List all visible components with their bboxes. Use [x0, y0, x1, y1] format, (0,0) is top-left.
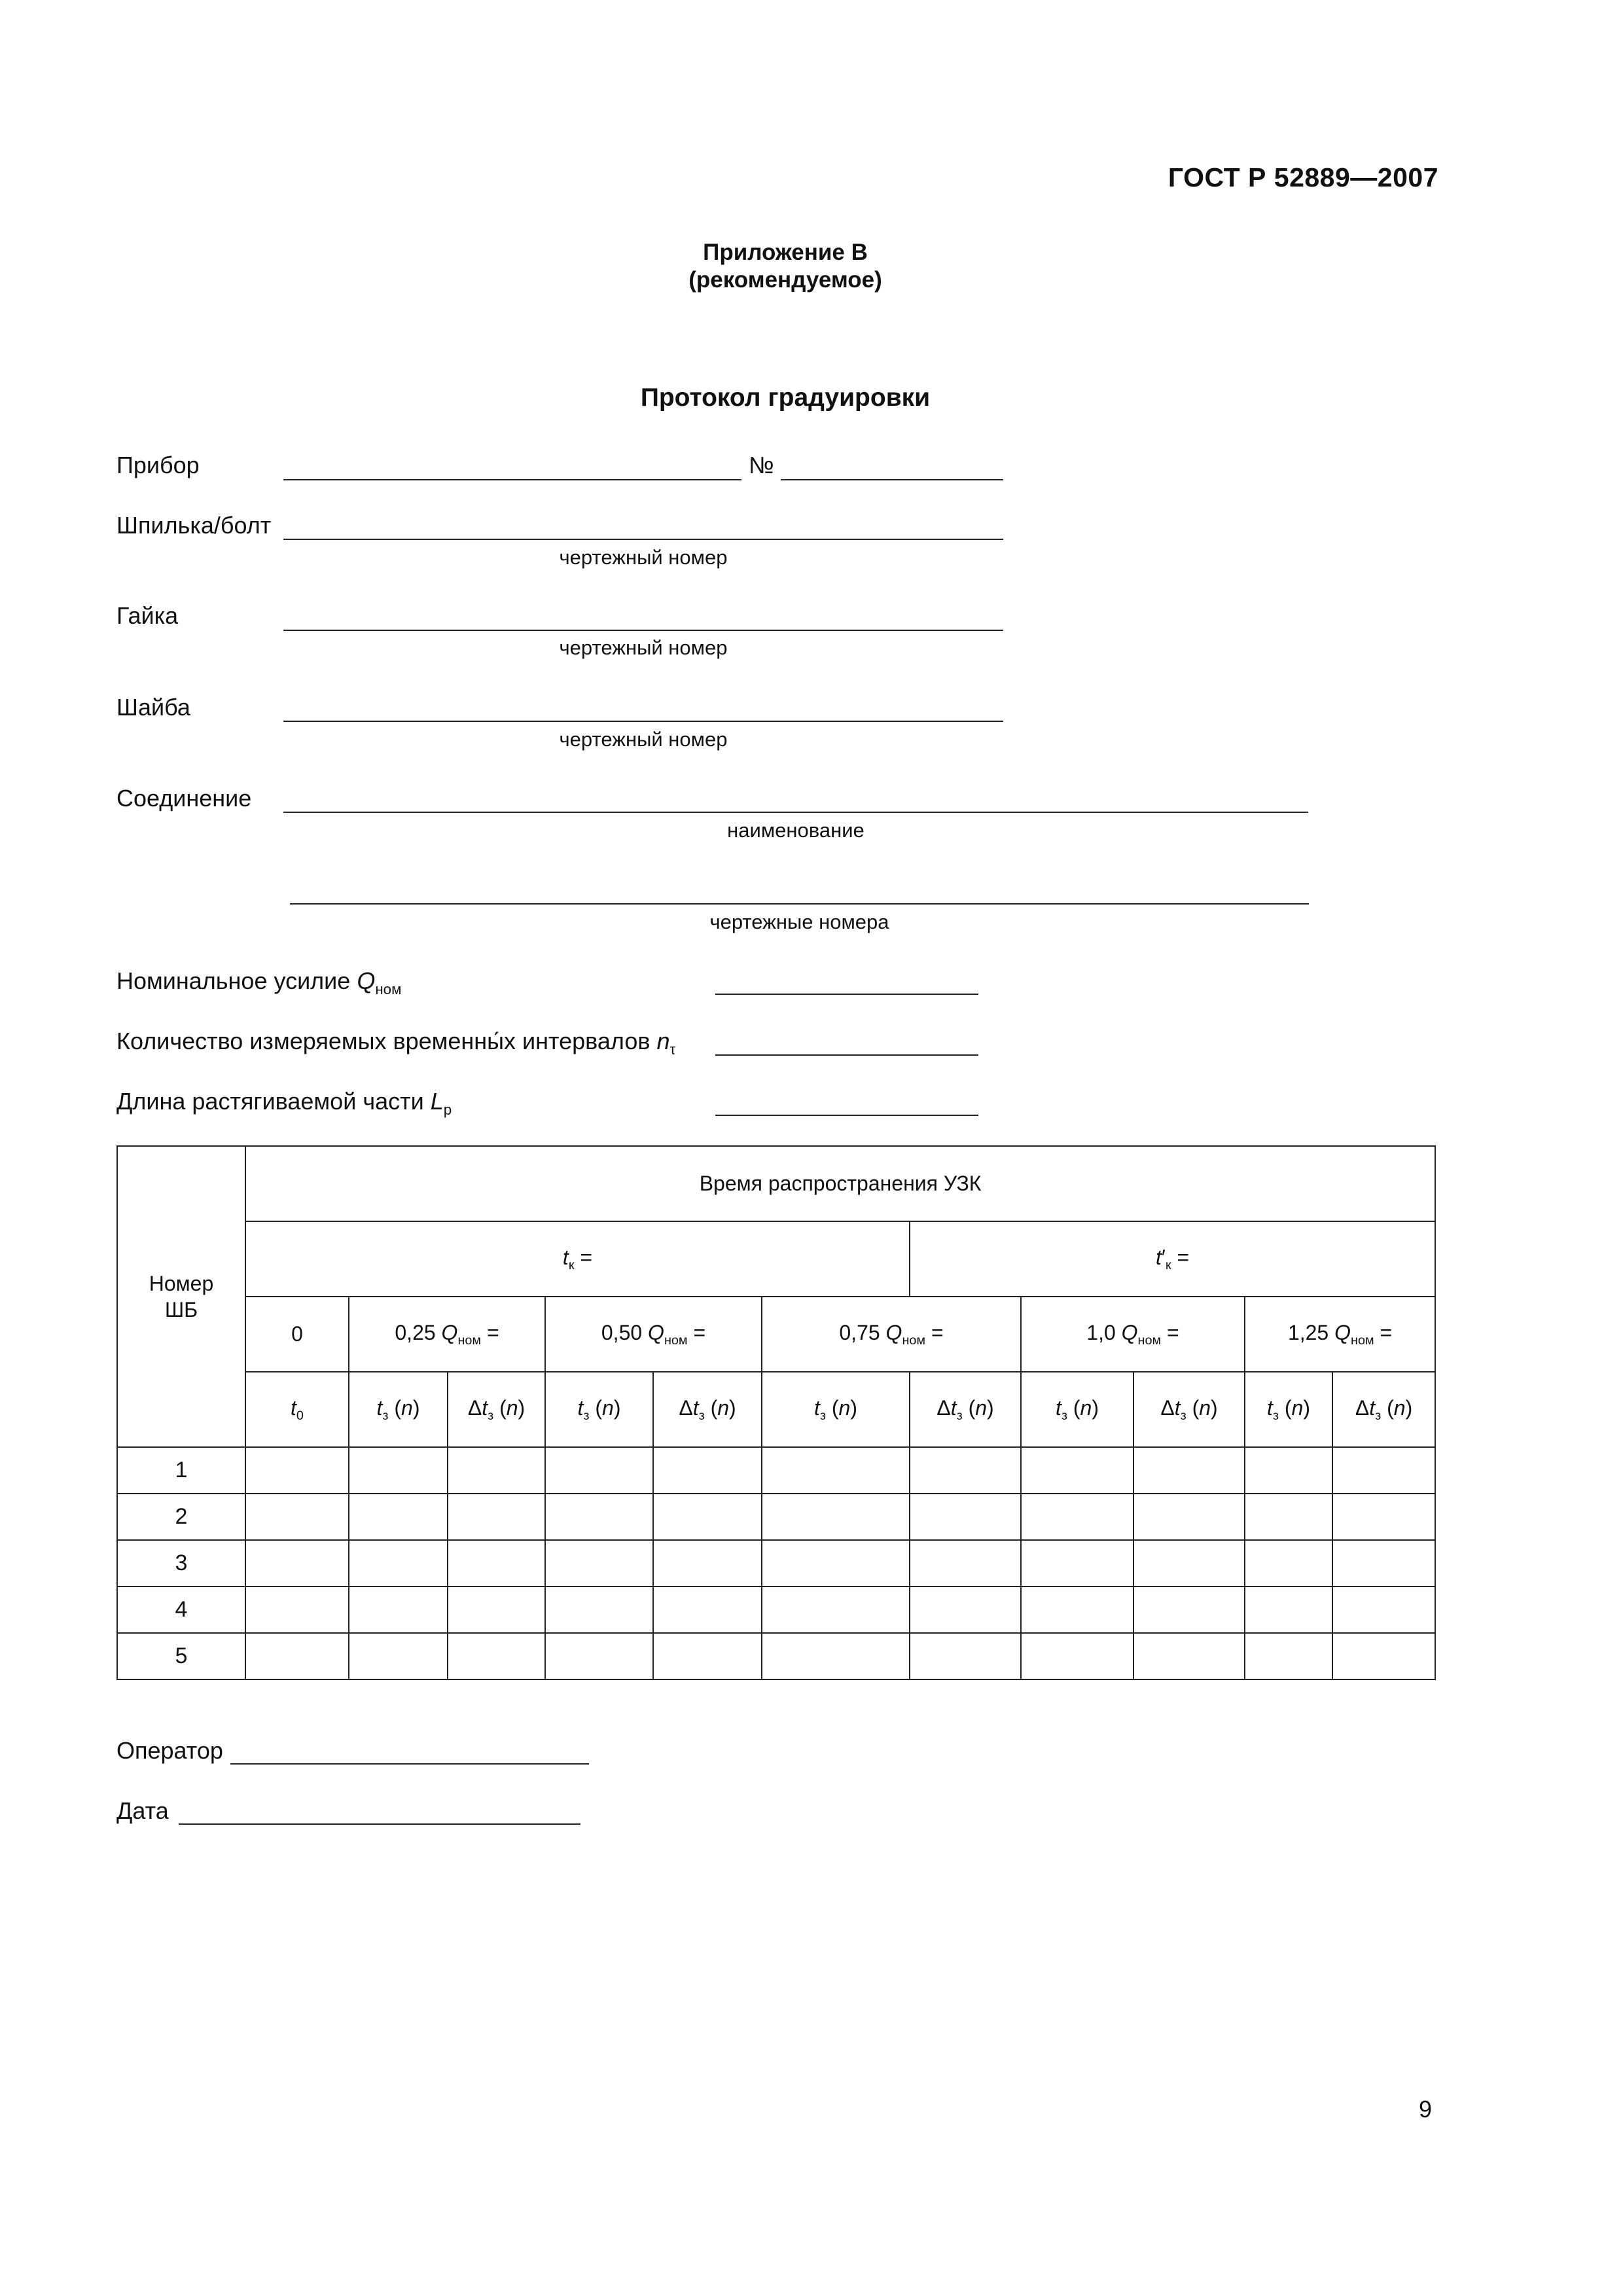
- data-cell[interactable]: [653, 1633, 762, 1679]
- t-subscript: з: [1061, 1408, 1067, 1423]
- tk-prime-mark: ′: [1161, 1245, 1166, 1269]
- data-cell[interactable]: [1332, 1494, 1435, 1540]
- t-subscript: з: [382, 1408, 389, 1423]
- load-coef: 1,0: [1086, 1320, 1116, 1344]
- tk-prime-equals: =: [1171, 1245, 1190, 1269]
- nut-field[interactable]: [283, 630, 1003, 631]
- operator-field[interactable]: [230, 1763, 589, 1765]
- load-coef: 0,50: [601, 1320, 643, 1344]
- date-field[interactable]: [179, 1823, 580, 1825]
- q-subscript: ном: [457, 1333, 482, 1348]
- t-subscript: з: [698, 1408, 705, 1423]
- q-equals: =: [1161, 1320, 1179, 1344]
- joint-name-hint: наименование: [727, 819, 865, 842]
- load-level-075: [762, 1297, 1021, 1372]
- tk-equals: =: [574, 1245, 593, 1269]
- calibration-table: [116, 1145, 1436, 1680]
- data-cell[interactable]: [349, 1587, 448, 1633]
- data-cell[interactable]: [448, 1540, 545, 1587]
- data-cell[interactable]: [762, 1494, 910, 1540]
- q-subscript: ном: [1351, 1333, 1374, 1348]
- table-row: [117, 1633, 1435, 1679]
- q-equals: =: [481, 1320, 499, 1344]
- t-symbol: t: [1056, 1395, 1061, 1420]
- nut-label: Гайка: [116, 602, 179, 629]
- load-coef: 1,25: [1287, 1320, 1329, 1344]
- data-cell[interactable]: [910, 1587, 1021, 1633]
- tk-prime-subscript: к: [1165, 1257, 1171, 1272]
- data-cell[interactable]: [448, 1633, 545, 1679]
- washer-label: Шайба: [116, 694, 190, 721]
- delta-symbol: Δ: [1160, 1395, 1175, 1420]
- standard-designation: ГОСТ Р 52889—2007: [1168, 162, 1438, 192]
- q-subscript: ном: [1137, 1333, 1162, 1348]
- joint-drawings-field[interactable]: [290, 903, 1309, 905]
- t-subscript: з: [488, 1408, 494, 1423]
- load-level-025: [349, 1297, 545, 1372]
- device-field[interactable]: [283, 479, 741, 480]
- delta-t-header-1: $\Delta t_з$ (n): [448, 1372, 545, 1447]
- q-symbol: Q: [1121, 1320, 1138, 1344]
- data-cell[interactable]: [245, 1633, 349, 1679]
- data-cell[interactable]: [448, 1494, 545, 1540]
- n-argument: n: [506, 1395, 518, 1420]
- t-symbol: t: [1174, 1395, 1181, 1420]
- n-argument: n: [1291, 1395, 1304, 1420]
- nominal-force-text: Номинальное усилие: [116, 967, 351, 994]
- joint-name-field[interactable]: [283, 812, 1308, 813]
- stud-hint: чертежный номер: [559, 546, 728, 569]
- main-header: Время распространения УЗК: [245, 1146, 1435, 1221]
- intervals-subscript: τ: [669, 1041, 676, 1058]
- data-cell[interactable]: [545, 1540, 653, 1587]
- data-cell[interactable]: [1245, 1447, 1332, 1494]
- t-header-3: $t_з$ (n): [762, 1372, 910, 1447]
- annex-title: Приложение В: [703, 240, 868, 265]
- t-symbol: t: [376, 1395, 383, 1420]
- t-subscript: з: [1272, 1408, 1279, 1423]
- operator-label: Оператор: [116, 1737, 223, 1764]
- number-sign: №: [749, 452, 774, 478]
- t-header-2: $t_з$ (n): [545, 1372, 653, 1447]
- load-coef: 0,75: [839, 1320, 880, 1344]
- t-subscript: з: [1375, 1408, 1382, 1423]
- nut-hint: чертежный номер: [559, 636, 728, 659]
- table-row: [117, 1447, 1435, 1494]
- t-symbol: t: [482, 1395, 488, 1420]
- washer-field[interactable]: [283, 721, 1003, 722]
- data-cell[interactable]: [545, 1587, 653, 1633]
- nominal-force-symbol: Q: [357, 967, 376, 994]
- t-subscript: з: [583, 1408, 590, 1423]
- data-cell[interactable]: [910, 1633, 1021, 1679]
- data-cell[interactable]: [1021, 1494, 1133, 1540]
- n-argument: n: [401, 1395, 413, 1420]
- data-cell[interactable]: [762, 1540, 910, 1587]
- t-symbol: t: [577, 1395, 584, 1420]
- t-symbol: t: [692, 1395, 699, 1420]
- row-number: 5: [117, 1633, 245, 1679]
- load-coef: 0,25: [395, 1320, 436, 1344]
- delta-t-header-4: $\Delta t_з$ (n): [1133, 1372, 1245, 1447]
- row-number: 3: [117, 1540, 245, 1587]
- q-symbol: Q: [885, 1320, 902, 1344]
- length-symbol: L: [430, 1088, 444, 1115]
- data-cell[interactable]: [653, 1494, 762, 1540]
- data-cell[interactable]: [1021, 1447, 1133, 1494]
- t-symbol: t: [1369, 1395, 1376, 1420]
- t-symbol: t: [950, 1395, 957, 1420]
- nominal-force-field[interactable]: [715, 994, 978, 995]
- data-cell[interactable]: [653, 1587, 762, 1633]
- t0-subscript: 0: [296, 1408, 304, 1423]
- t-subscript: з: [819, 1408, 826, 1423]
- stud-field[interactable]: [283, 539, 1003, 540]
- t-header-1: $t_з$ (n): [349, 1372, 448, 1447]
- n-argument: n: [717, 1395, 730, 1420]
- stud-label: Шпилька/болт: [116, 512, 272, 539]
- t-symbol: t: [1267, 1395, 1273, 1420]
- n-argument: n: [975, 1395, 988, 1420]
- delta-symbol: Δ: [936, 1395, 951, 1420]
- tk-prime-symbol: t: [1155, 1245, 1162, 1269]
- tk-symbol: t: [562, 1245, 569, 1269]
- data-cell[interactable]: [448, 1587, 545, 1633]
- data-cell[interactable]: [349, 1633, 448, 1679]
- data-cell[interactable]: [1133, 1447, 1245, 1494]
- n-argument: n: [602, 1395, 614, 1420]
- date-label: Дата: [116, 1797, 169, 1824]
- data-cell[interactable]: [1021, 1540, 1133, 1587]
- device-number-field[interactable]: [781, 479, 1003, 480]
- q-subscript: ном: [664, 1333, 688, 1348]
- data-cell[interactable]: [349, 1447, 448, 1494]
- row-number-header: Номер ШБ: [117, 1146, 245, 1447]
- tk-header: [245, 1221, 910, 1297]
- washer-hint: чертежный номер: [559, 728, 728, 751]
- delta-t-header-5: $\Delta t_з$ (n): [1332, 1372, 1435, 1447]
- data-cell[interactable]: [1245, 1587, 1332, 1633]
- t-header-4: $t_з$ (n): [1021, 1372, 1133, 1447]
- q-symbol: Q: [1334, 1320, 1351, 1344]
- t-header-5: $t_з$ (n): [1245, 1372, 1332, 1447]
- data-cell[interactable]: [545, 1494, 653, 1540]
- n-argument: n: [838, 1395, 851, 1420]
- nominal-force-subscript: ном: [375, 980, 402, 997]
- data-cell[interactable]: [762, 1447, 910, 1494]
- load-level-100: [1021, 1297, 1245, 1372]
- data-cell[interactable]: [1133, 1587, 1245, 1633]
- delta-symbol: Δ: [467, 1395, 482, 1420]
- data-cell[interactable]: [1245, 1540, 1332, 1587]
- page-number: 9: [1418, 2096, 1432, 2123]
- t0-header: [245, 1372, 349, 1447]
- data-cell[interactable]: [1332, 1447, 1435, 1494]
- row-number: 4: [117, 1587, 245, 1633]
- delta-t-header-2: $\Delta t_з$ (n): [653, 1372, 762, 1447]
- q-symbol: Q: [648, 1320, 664, 1344]
- data-cell[interactable]: [653, 1447, 762, 1494]
- q-equals: =: [687, 1320, 706, 1344]
- t-subscript: з: [956, 1408, 963, 1423]
- load-level-050: [545, 1297, 762, 1372]
- load-level-125: [1245, 1297, 1435, 1372]
- data-cell[interactable]: [448, 1447, 545, 1494]
- intervals-field[interactable]: [715, 1054, 978, 1056]
- delta-t-header-3: $\Delta t_з$ (n): [910, 1372, 1021, 1447]
- data-cell[interactable]: [1021, 1633, 1133, 1679]
- n-argument: n: [1199, 1395, 1211, 1420]
- joint-drawings-hint: чертежные номера: [709, 910, 889, 933]
- data-cell[interactable]: [245, 1447, 349, 1494]
- data-cell[interactable]: [349, 1540, 448, 1587]
- table-row: [117, 1494, 1435, 1540]
- data-cell[interactable]: [1021, 1587, 1133, 1633]
- data-cell[interactable]: [1245, 1633, 1332, 1679]
- data-cell[interactable]: [1332, 1540, 1435, 1587]
- data-cell[interactable]: [910, 1447, 1021, 1494]
- length-field[interactable]: [715, 1115, 978, 1116]
- n-argument: n: [1080, 1395, 1092, 1420]
- data-cell[interactable]: [1332, 1587, 1435, 1633]
- intervals-text: Количество измеряемых временны́х интервалов: [116, 1028, 651, 1054]
- delta-symbol: Δ: [679, 1395, 693, 1420]
- table-row: [117, 1540, 1435, 1587]
- device-label: Прибор: [116, 452, 200, 478]
- q-subscript: ном: [902, 1333, 926, 1348]
- delta-symbol: Δ: [1355, 1395, 1370, 1420]
- length-text: Длина растягиваемой части: [116, 1088, 424, 1115]
- table-row: [117, 1587, 1435, 1633]
- row-number: 1: [117, 1447, 245, 1494]
- data-cell[interactable]: [245, 1587, 349, 1633]
- q-equals: =: [925, 1320, 944, 1344]
- t0-symbol: t: [291, 1395, 296, 1420]
- data-cell[interactable]: [545, 1633, 653, 1679]
- load-level-0: 0: [245, 1297, 349, 1372]
- row-number: 2: [117, 1494, 245, 1540]
- annex-type: (рекомендуемое): [688, 267, 882, 293]
- q-equals: =: [1374, 1320, 1393, 1344]
- tk-prime-header: [910, 1221, 1435, 1297]
- data-cell[interactable]: [1133, 1633, 1245, 1679]
- length-label: [116, 1088, 452, 1119]
- data-cell[interactable]: [245, 1540, 349, 1587]
- n-argument: n: [1393, 1395, 1406, 1420]
- data-cell[interactable]: [545, 1447, 653, 1494]
- data-cell[interactable]: [762, 1633, 910, 1679]
- nominal-force-label: [116, 967, 401, 998]
- data-cell[interactable]: [245, 1494, 349, 1540]
- data-cell[interactable]: [349, 1494, 448, 1540]
- q-symbol: Q: [441, 1320, 458, 1344]
- data-cell[interactable]: [910, 1540, 1021, 1587]
- data-cell[interactable]: [762, 1587, 910, 1633]
- data-cell[interactable]: [653, 1540, 762, 1587]
- intervals-label: [116, 1028, 675, 1058]
- data-cell[interactable]: [1133, 1540, 1245, 1587]
- data-cell[interactable]: [910, 1494, 1021, 1540]
- data-cell[interactable]: [1133, 1494, 1245, 1540]
- intervals-symbol: n: [656, 1028, 670, 1054]
- length-subscript: р: [443, 1101, 452, 1118]
- data-cell[interactable]: [1332, 1633, 1435, 1679]
- t-subscript: з: [1180, 1408, 1186, 1423]
- t-symbol: t: [814, 1395, 820, 1420]
- joint-label: Соединение: [116, 785, 252, 812]
- document-title: Протокол градуировки: [640, 384, 931, 412]
- data-cell[interactable]: [1245, 1494, 1332, 1540]
- tk-subscript: к: [568, 1257, 575, 1272]
